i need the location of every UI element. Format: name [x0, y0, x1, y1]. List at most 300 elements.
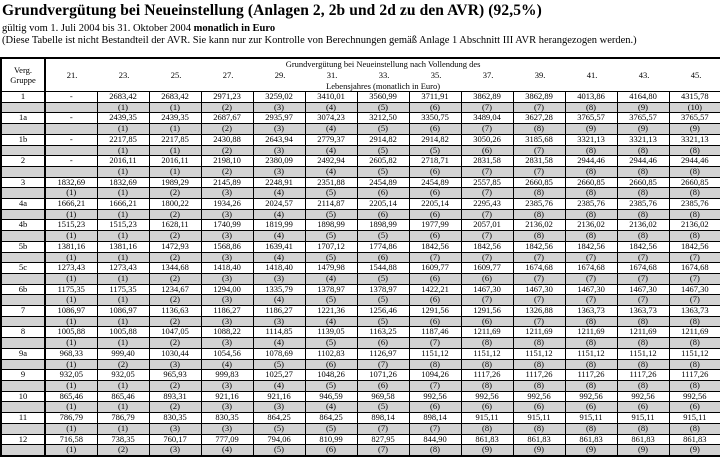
step-cell: (6) [409, 209, 461, 220]
salary-cell: 1381,16 [45, 241, 97, 252]
group-label: 8 [1, 327, 45, 338]
salary-cell: 861,83 [617, 434, 669, 445]
salary-cell: 2385,76 [565, 199, 617, 210]
salary-cell: 2217,85 [97, 134, 149, 145]
step-cell: (3) [253, 316, 305, 327]
monthly-euro-label: monatlich in Euro [193, 23, 276, 34]
salary-cell: 1030,44 [149, 348, 201, 359]
step-cell: (6) [617, 402, 669, 413]
step-cell: (3) [201, 231, 253, 242]
step-cell: (1) [45, 380, 97, 391]
step-cell: (2) [149, 231, 201, 242]
group-5c-values [1, 263, 720, 274]
step-cell: (1) [97, 295, 149, 306]
salary-cell: 2492,94 [305, 156, 357, 167]
salary-cell: 1294,00 [201, 284, 253, 295]
salary-cell: 2145,89 [201, 177, 253, 188]
salary-cell: 1934,26 [201, 199, 253, 210]
salary-cell: 1467,30 [461, 284, 513, 295]
salary-cell: 2557,85 [461, 177, 513, 188]
step-cell: (3) [253, 166, 305, 177]
step-cell: (8) [669, 231, 720, 242]
group-3-steps [1, 188, 720, 199]
step-cell: (1) [97, 273, 149, 284]
step-cell: (2) [149, 316, 201, 327]
step-cell: (1) [45, 252, 97, 263]
salary-cell: 1842,56 [565, 241, 617, 252]
step-cell: (10) [669, 102, 720, 113]
step-cell: (2) [97, 359, 149, 370]
salary-cell: 2935,97 [253, 113, 305, 124]
salary-cell: 1186,27 [201, 306, 253, 317]
step-cell: (2) [97, 445, 149, 456]
group-label-blank [1, 445, 45, 456]
group-label: 9 [1, 370, 45, 381]
step-cell: (4) [253, 338, 305, 349]
salary-cell: 2136,02 [669, 220, 720, 231]
salary-cell: 2660,85 [565, 177, 617, 188]
salary-cell: 3321,13 [617, 134, 669, 145]
salary-cell: 915,11 [513, 413, 565, 424]
salary-cell: 2454,89 [357, 177, 409, 188]
salary-cell: 830,35 [149, 413, 201, 424]
step-cell: (7) [461, 231, 513, 242]
salary-cell: 1186,27 [253, 306, 305, 317]
salary-cell: 992,56 [565, 391, 617, 402]
step-cell: (3) [201, 273, 253, 284]
step-cell: (7) [409, 252, 461, 263]
step-cell: (4) [305, 273, 357, 284]
salary-cell: 2016,11 [149, 156, 201, 167]
step-cell: (9) [669, 124, 720, 135]
salary-cell: 1842,56 [513, 241, 565, 252]
step-cell: (7) [617, 295, 669, 306]
salary-cell: 2944,46 [617, 156, 669, 167]
group-7-values [1, 306, 720, 317]
salary-cell: 968,33 [45, 348, 97, 359]
salary-cell: 1136,63 [149, 306, 201, 317]
group-8-steps [1, 338, 720, 349]
salary-cell: 1326,88 [513, 306, 565, 317]
group-2-steps [1, 166, 720, 177]
step-cell: (7) [461, 166, 513, 177]
salary-cell: 1291,56 [461, 306, 513, 317]
step-cell: (8) [565, 359, 617, 370]
step-cell: (4) [253, 188, 305, 199]
step-cell: (1) [97, 338, 149, 349]
step-cell: (9) [513, 445, 565, 456]
salary-cell: 2831,58 [461, 156, 513, 167]
step-cell: (4) [305, 145, 357, 156]
salary-cell: 1117,26 [617, 370, 669, 381]
salary-cell: 2430,88 [201, 134, 253, 145]
step-cell: (6) [461, 402, 513, 413]
salary-cell: 1078,69 [253, 348, 305, 359]
salary-cell: 1273,43 [97, 263, 149, 274]
group-label: 10 [1, 391, 45, 402]
salary-cell: 1151,12 [669, 348, 720, 359]
salary-cell: 2971,23 [201, 92, 253, 103]
step-cell: (3) [253, 124, 305, 135]
group-label: 11 [1, 413, 45, 424]
salary-cell: 2643,94 [253, 134, 305, 145]
step-cell: (4) [253, 295, 305, 306]
salary-cell: 1151,12 [617, 348, 669, 359]
step-cell: (1) [97, 166, 149, 177]
document-page [0, 2, 720, 462]
table-body [1, 92, 720, 456]
step-cell: (3) [201, 380, 253, 391]
step-cell: (8) [617, 231, 669, 242]
step-cell: (7) [461, 124, 513, 135]
group-label: 3 [1, 177, 45, 188]
step-cell: (8) [513, 188, 565, 199]
group-label-blank [1, 380, 45, 391]
group-11-values [1, 413, 720, 424]
step-cell: (4) [305, 124, 357, 135]
salary-cell: 4315,78 [669, 92, 720, 103]
age-label: 33. [378, 69, 390, 80]
step-cell: (7) [357, 445, 409, 456]
group-label: 1a [1, 113, 45, 124]
salary-cell: 865,46 [45, 391, 97, 402]
step-cell: (1) [149, 124, 201, 135]
step-cell: (4) [253, 209, 305, 220]
step-cell: (2) [149, 380, 201, 391]
step-cell: (8) [565, 231, 617, 242]
salary-cell: 1048,26 [305, 370, 357, 381]
step-cell: (1) [97, 231, 149, 242]
salary-cell: 1273,43 [45, 263, 97, 274]
group-5b-values [1, 241, 720, 252]
salary-cell: 827,95 [357, 434, 409, 445]
salary-cell: 1344,68 [149, 263, 201, 274]
step-cell: (1) [149, 145, 201, 156]
salary-cell: 861,83 [513, 434, 565, 445]
salary-cell: 965,93 [149, 370, 201, 381]
salary-cell: 3711,91 [409, 92, 461, 103]
salary-cell: 2016,11 [97, 156, 149, 167]
salary-cell: 1175,35 [45, 284, 97, 295]
salary-cell: - [45, 113, 97, 124]
step-cell: (6) [565, 402, 617, 413]
salary-cell: 1819,99 [253, 220, 305, 231]
salary-cell: 1832,69 [97, 177, 149, 188]
salary-cell: 1842,56 [409, 241, 461, 252]
salary-cell: 1609,77 [461, 263, 513, 274]
step-cell: (6) [357, 252, 409, 263]
salary-cell: 1151,12 [565, 348, 617, 359]
step-cell: (8) [565, 188, 617, 199]
salary-cell: 893,31 [149, 391, 201, 402]
step-cell: (3) [201, 252, 253, 263]
salary-cell: 992,56 [461, 391, 513, 402]
age-label: 39. [534, 69, 546, 80]
salary-cell: 3185,68 [513, 134, 565, 145]
salary-cell: 1479,98 [305, 263, 357, 274]
group-1b-steps [1, 145, 720, 156]
step-cell: (4) [253, 380, 305, 391]
salary-cell: 1175,35 [97, 284, 149, 295]
salary-cell: 1381,16 [97, 241, 149, 252]
step-cell: (6) [409, 316, 461, 327]
step-cell: (8) [513, 124, 565, 135]
step-cell: (1) [97, 145, 149, 156]
step-cell: (9) [617, 102, 669, 113]
salary-cell: 1989,29 [149, 177, 201, 188]
group-label-blank [1, 295, 45, 306]
salary-cell: 1418,40 [201, 263, 253, 274]
step-cell: (3) [201, 338, 253, 349]
salary-cell: 992,56 [409, 391, 461, 402]
step-cell: (5) [357, 402, 409, 413]
age-label: 35. [430, 69, 442, 80]
salary-cell: 992,56 [617, 391, 669, 402]
salary-cell: 3765,57 [617, 113, 669, 124]
salary-cell: 1707,12 [305, 241, 357, 252]
group-1b-values [1, 134, 720, 145]
step-cell: (7) [409, 338, 461, 349]
step-cell: (9) [669, 445, 720, 456]
salary-cell: 1025,27 [253, 370, 305, 381]
salary-cell: 2198,10 [201, 156, 253, 167]
salary-cell: 2914,82 [357, 134, 409, 145]
group-6b-values [1, 284, 720, 295]
step-cell: (6) [513, 402, 565, 413]
step-cell: (1) [45, 423, 97, 434]
salary-cell: 1211,69 [513, 327, 565, 338]
step-cell: (8) [461, 423, 513, 434]
group-4a-steps [1, 209, 720, 220]
step-cell: (7) [461, 102, 513, 113]
group-label: 1 [1, 92, 45, 103]
step-cell: (1) [45, 273, 97, 284]
salary-cell: 1211,69 [565, 327, 617, 338]
salary-cell: 2687,67 [201, 113, 253, 124]
group-label: 1b [1, 134, 45, 145]
step-cell: (3) [149, 423, 201, 434]
step-cell: (8) [617, 423, 669, 434]
step-cell: (6) [409, 402, 461, 413]
validity-text: gültig vom 1. Juli 2004 bis 31. Oktober 2004 [2, 23, 194, 34]
salary-cell: 786,79 [45, 413, 97, 424]
salary-cell: 915,11 [461, 413, 513, 424]
salary-cell: 786,79 [97, 413, 149, 424]
salary-cell: 1005,88 [97, 327, 149, 338]
group-7-steps [1, 316, 720, 327]
salary-cell: 898,14 [409, 413, 461, 424]
step-cell: (6) [409, 295, 461, 306]
salary-cell: 2295,43 [461, 199, 513, 210]
salary-cell: 1666,21 [97, 199, 149, 210]
step-cell: (1) [97, 316, 149, 327]
step-cell: (3) [201, 209, 253, 220]
step-cell: (3) [201, 402, 253, 413]
step-cell: (5) [305, 231, 357, 242]
step-cell: (2) [201, 102, 253, 113]
step-cell: (8) [565, 102, 617, 113]
salary-cell: 1234,67 [149, 284, 201, 295]
step-cell: (5) [357, 316, 409, 327]
salary-cell: 3560,99 [357, 92, 409, 103]
salary-cell: 1842,56 [461, 241, 513, 252]
salary-cell: 1117,26 [513, 370, 565, 381]
age-label: 29. [274, 69, 286, 80]
step-cell: (7) [513, 166, 565, 177]
step-cell: (2) [201, 124, 253, 135]
salary-cell: 2660,85 [513, 177, 565, 188]
salary-cell: 2660,85 [669, 177, 720, 188]
salary-cell: 1674,68 [669, 263, 720, 274]
salary-cell: 932,05 [97, 370, 149, 381]
salary-cell: 1094,26 [409, 370, 461, 381]
salary-cell: 794,06 [253, 434, 305, 445]
step-cell: (7) [461, 252, 513, 263]
salary-cell: 2831,58 [513, 156, 565, 167]
step-cell: (6) [461, 316, 513, 327]
group-3-values [1, 177, 720, 188]
group-9-steps [1, 380, 720, 391]
salary-cell: 992,56 [513, 391, 565, 402]
step-cell: (8) [513, 359, 565, 370]
salary-cell: 2779,37 [305, 134, 357, 145]
salary-cell: 861,83 [669, 434, 720, 445]
step-cell: (5) [253, 359, 305, 370]
step-cell: (8) [565, 338, 617, 349]
step-cell: (5) [357, 124, 409, 135]
salary-cell: 760,17 [149, 434, 201, 445]
salary-cell: 1674,68 [617, 263, 669, 274]
salary-cell: 1832,69 [45, 177, 97, 188]
step-cell: (6) [305, 359, 357, 370]
step-cell: (7) [409, 423, 461, 434]
step-cell: (5) [305, 209, 357, 220]
step-cell: (1) [97, 124, 149, 135]
group-12-values [1, 434, 720, 445]
step-cell: (5) [305, 252, 357, 263]
group-label-blank [1, 338, 45, 349]
step-cell: (1) [45, 209, 97, 220]
salary-cell: 1088,22 [201, 327, 253, 338]
step-cell: (7) [565, 252, 617, 263]
salary-cell: 2385,76 [617, 199, 669, 210]
salary-cell: 864,25 [305, 413, 357, 424]
salary-cell: 1221,36 [305, 306, 357, 317]
step-cell: (9) [565, 124, 617, 135]
step-cell: (4) [253, 231, 305, 242]
salary-cell: 1187,46 [409, 327, 461, 338]
group-label: 4a [1, 199, 45, 210]
group-4b-steps [1, 231, 720, 242]
salary-cell: 3350,75 [409, 113, 461, 124]
salary-cell: 3489,04 [461, 113, 513, 124]
step-cell: (8) [669, 188, 720, 199]
salary-cell: 3862,89 [513, 92, 565, 103]
salary-cell: 1842,56 [669, 241, 720, 252]
disclaimer-note: (Diese Tabelle ist nicht Bestandteil der AVR. Sie kann nur zur Kontrolle von Berechnungen gemäß Anlage 1 Abschnitt III AVR herangezogen werden.) [2, 35, 637, 46]
step-cell: (8) [617, 359, 669, 370]
step-cell: (7) [617, 273, 669, 284]
salary-cell: 830,35 [201, 413, 253, 424]
step-cell: (7) [357, 423, 409, 434]
step-cell: (9) [617, 445, 669, 456]
group-label-blank [1, 124, 45, 135]
salary-cell: 3050,26 [461, 134, 513, 145]
step-cell: (8) [669, 316, 720, 327]
salary-cell: 2136,02 [565, 220, 617, 231]
group-label-blank [1, 423, 45, 434]
salary-cell: 1467,30 [513, 284, 565, 295]
step-cell: (8) [617, 338, 669, 349]
salary-cell: 946,59 [305, 391, 357, 402]
salary-cell: 1609,77 [409, 263, 461, 274]
step-cell: (1) [97, 423, 149, 434]
step-cell: (8) [461, 359, 513, 370]
group-label-blank [1, 102, 45, 113]
step-cell: (4) [253, 252, 305, 263]
salary-cell: 2944,46 [669, 156, 720, 167]
step-cell: (1) [45, 316, 97, 327]
salary-cell: 3212,50 [357, 113, 409, 124]
salary-cell: 3862,89 [461, 92, 513, 103]
step-cell: (1) [149, 102, 201, 113]
group-label-blank [1, 145, 45, 156]
step-cell: (7) [565, 295, 617, 306]
group-10-steps [1, 402, 720, 413]
salary-cell: 1211,69 [617, 327, 669, 338]
salary-cell: 1211,69 [461, 327, 513, 338]
step-cell: (8) [617, 145, 669, 156]
salary-cell: 1467,30 [617, 284, 669, 295]
salary-cell: 2136,02 [513, 220, 565, 231]
group-label-blank [1, 316, 45, 327]
step-cell: (4) [305, 316, 357, 327]
group-label-blank [1, 209, 45, 220]
salary-cell: 4164,80 [617, 92, 669, 103]
group-label-blank [1, 402, 45, 413]
salary-cell: 3321,13 [669, 134, 720, 145]
step-cell: (1) [45, 402, 97, 413]
step-cell: (5) [305, 295, 357, 306]
age-label: 43. [638, 69, 650, 80]
salary-cell: 1467,30 [565, 284, 617, 295]
salary-cell: 1898,99 [357, 220, 409, 231]
salary-cell: 1544,88 [357, 263, 409, 274]
salary-cell: - [45, 134, 97, 145]
step-cell: (2) [149, 295, 201, 306]
age-label: 23. [118, 69, 130, 80]
salary-cell: 999,83 [201, 370, 253, 381]
step-cell: (6) [409, 273, 461, 284]
group-1-steps [1, 102, 720, 113]
salary-cell: 2660,85 [617, 177, 669, 188]
table-header [1, 58, 720, 92]
step-cell [45, 124, 97, 135]
salary-cell: 1363,73 [669, 306, 720, 317]
step-cell: (4) [201, 445, 253, 456]
step-cell: (1) [97, 380, 149, 391]
salary-cell: 738,35 [97, 434, 149, 445]
salary-cell: 1005,88 [45, 327, 97, 338]
step-cell: (6) [409, 124, 461, 135]
salary-cell: 1117,26 [669, 370, 720, 381]
step-cell: (5) [357, 145, 409, 156]
step-cell: (1) [97, 188, 149, 199]
step-cell: (2) [149, 209, 201, 220]
salary-cell: 810,99 [305, 434, 357, 445]
age-label: 45. [690, 69, 702, 80]
step-cell: (7) [513, 273, 565, 284]
